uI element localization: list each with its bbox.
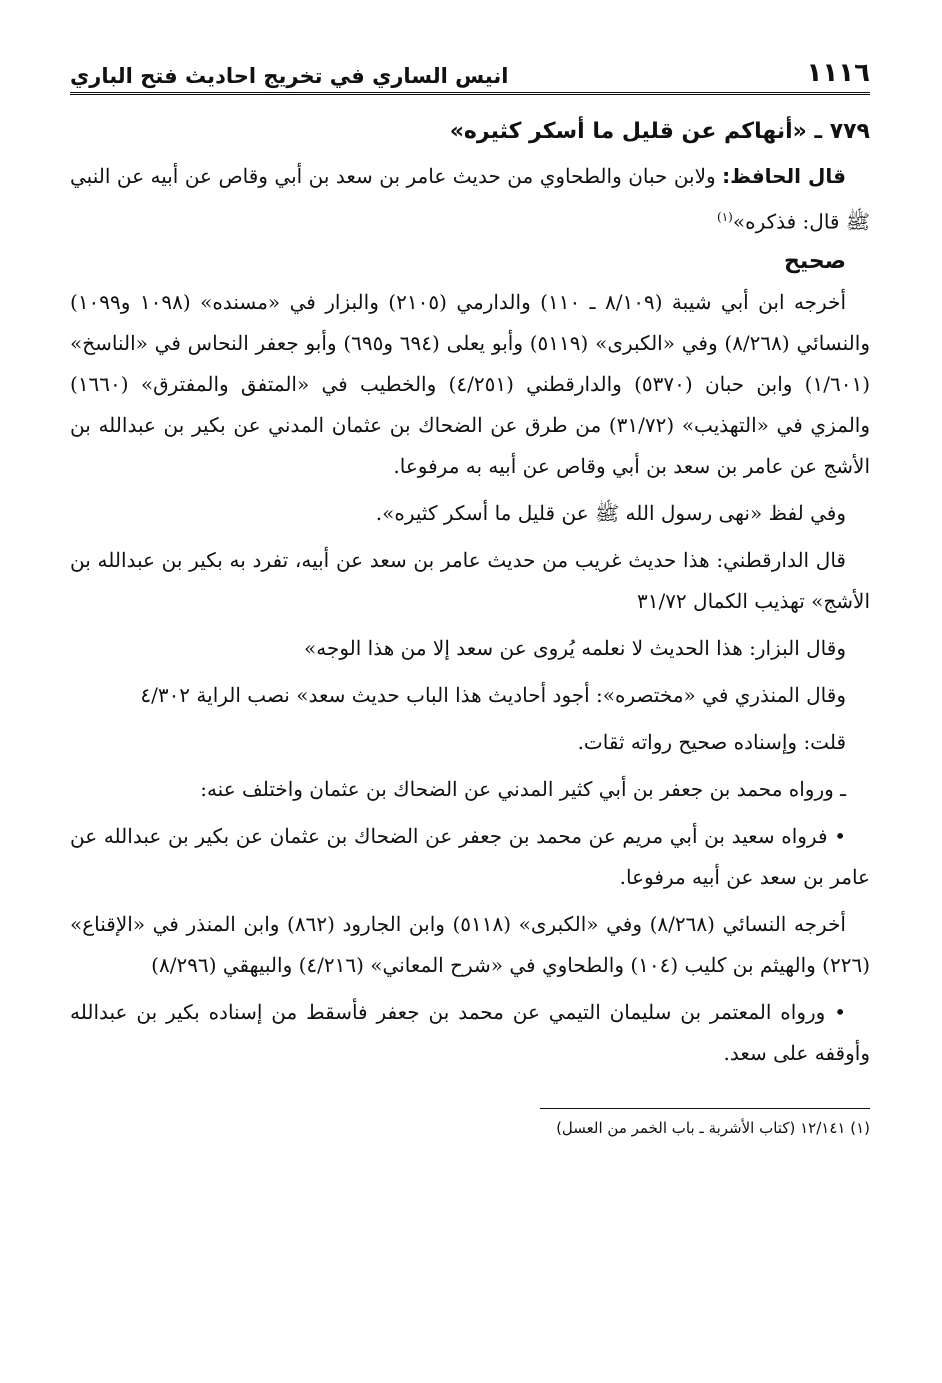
paragraph-mundhiri: وقال المنذري في «مختصره»: أجود أحاديث هذا الباب حديث سعد» نصب الراية ٤/٣٠٢ [140, 682, 846, 707]
footnote-divider [540, 1108, 870, 1109]
footnote-marker: (١) [717, 210, 733, 224]
page-header [70, 48, 870, 95]
running-title: انيس الساري في تخريج احاديث فتح الباري [70, 64, 509, 88]
footnote: (١) ١٢/١٤١ (كتاب الأشربة ـ باب الخمر من العسل) [556, 1118, 870, 1137]
hafiz-label: قال الحافظ: [722, 164, 846, 188]
hadith-grade: صحيح [784, 248, 846, 274]
paragraph-bullet-2: • ورواه المعتمر بن سليمان التيمي عن محمد بن جعفر فأسقط من إسناده بكير بن عبدالله وأوقفه على سعد. [70, 999, 870, 1065]
paragraph-takhrij: أخرجه ابن أبي شيبة (٨/١٠٩ ـ ١١٠) والدارمي (٢١٠٥) والبزار في «مسنده» (١٠٩٨ و١٠٩٩) والنسائي (٨/٢٦٨) وفي «الكبرى» (٥١١٩) وأبو يعلى (٦٩٤ و٦٩٥) وأبو جعفر النحاس في «الناسخ» (١/٦٠١) وابن حبان (٥٣٧٠) والدارقطني (٤/٢٥١) والخطيب في «المتفق والمفترق» (١٦٦٠) والمزي في «التهذيب» (٣١/٧٢) من طرق عن الضحاك بن عثمان المدني عن بكير بن عبدالله بن الأشج عن عامر بن سعد بن أبي وقاص عن أبيه به مرفوعا. [70, 289, 871, 478]
book-page [70, 48, 870, 1137]
page-number: ١١١٦ [806, 58, 870, 88]
hafiz-quote [70, 156, 870, 243]
hadith-title: ٧٧٩ ـ «أنهاكم عن قليل ما أسكر كثيره» [449, 119, 870, 144]
paragraph-daraqutni: قال الدارقطني: هذا حديث غريب من حديث عامر بن سعد عن أبيه، تفرد به بكير بن عبدالله بن الأشج» تهذيب الكمال ٣١/٧٢ [70, 547, 870, 613]
paragraph-bullet-1: • فرواه سعيد بن أبي مريم عن محمد بن جعفر عن الضحاك بن عثمان عن بكير بن عبدالله عن عامر بن سعد عن أبيه مرفوعا. [70, 823, 870, 889]
paragraph-bazzar: وقال البزار: هذا الحديث لا نعلمه يُروى عن سعد إلا من هذا الوجه» [304, 635, 846, 660]
hafiz-text: ولابن حبان والطحاوي من حديث عامر بن سعد بن أبي وقاص عن أبيه عن النبي ﷺ قال: فذكره» [70, 164, 870, 234]
paragraph-variant-chain: ـ ورواه محمد بن جعفر بن أبي كثير المدني عن الضحاك بن عثمان واختلف عنه: [200, 776, 846, 801]
paragraph-variant-wording: وفي لفظ «نهى رسول الله ﷺ عن قليل ما أسكر كثيره». [375, 500, 846, 525]
paragraph-takhrij-2: أخرجه النسائي (٨/٢٦٨) وفي «الكبرى» (٥١١٨) وابن الجارود (٨٦٢) وابن المنذر في «الإقناع» (٢٢٦) والهيثم بن كليب (١٠٤) والطحاوي في «شرح المعاني» (٤/٢١٦) والبيهقي (٨/٢٩٦) [70, 911, 870, 977]
paragraph-verdict: قلت: وإسناده صحيح رواته ثقات. [577, 729, 846, 754]
